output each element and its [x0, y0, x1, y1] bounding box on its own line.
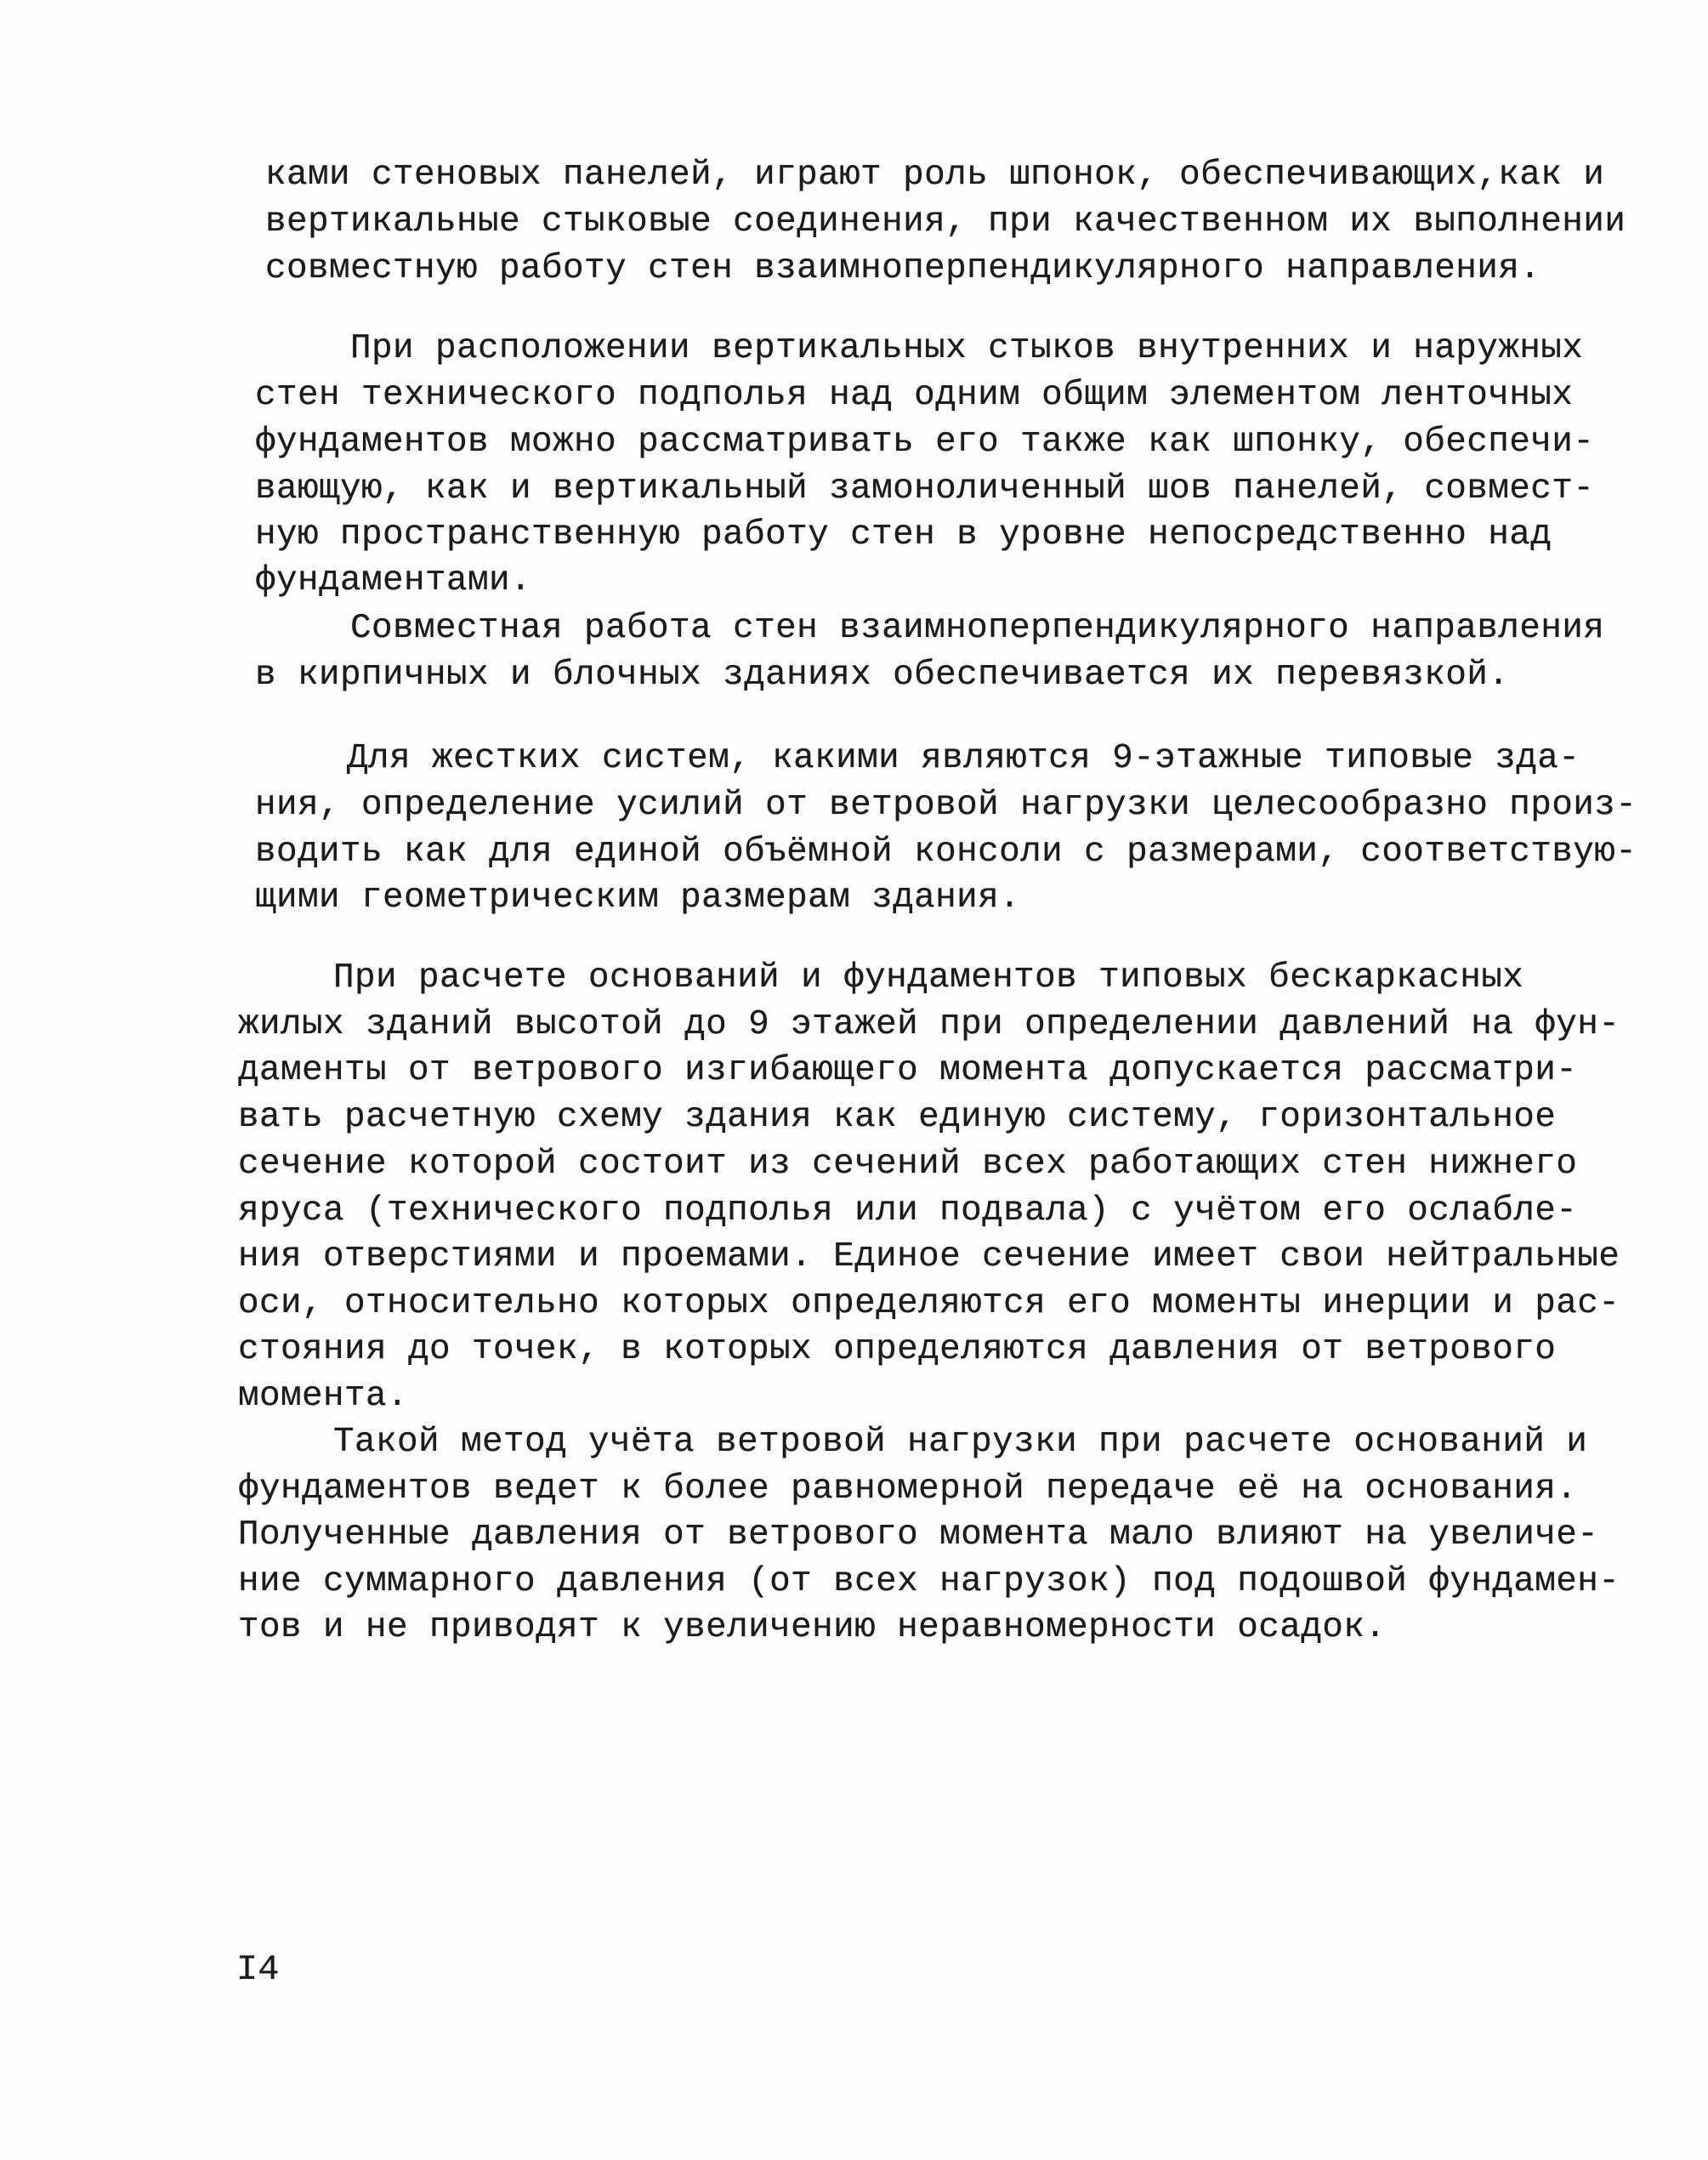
text-line: ную пространственную работу стен в уровне непосредственно над: [255, 515, 1552, 554]
text-line: ния, определение усилий от ветровой нагрузки целесообразно произ-: [255, 786, 1637, 825]
text-line: Совместная работа стен взаимноперпендикулярного направления: [350, 609, 1605, 648]
text-line: фундаментов ведет к более равномерной передаче её на основания.: [238, 1469, 1578, 1509]
text-line: оси, относительно которых определяются его моменты инерции и рас-: [238, 1284, 1620, 1323]
text-line: Для жестких систем, какими являются 9-этажные типовые зда-: [347, 739, 1580, 778]
text-line: щими геометрическим размерам здания.: [255, 878, 1021, 918]
text-line: При расположении вертикальных стыков внутренних и наружных: [350, 329, 1584, 368]
text-line: момента.: [238, 1377, 409, 1416]
text-line: стояния до точек, в которых определяются давления от ветрового: [238, 1330, 1557, 1369]
text-line: тов и не приводят к увеличению неравномерности осадок.: [238, 1608, 1387, 1647]
text-line: стен технического подполья над одним общим элементом ленточных: [255, 376, 1574, 415]
text-line: ками стеновых панелей, играют роль шпонок, обеспечивающих,как и: [265, 156, 1605, 195]
text-line: совместную работу стен взаимноперпендикулярного направления.: [265, 249, 1541, 288]
text-line: Полученные давления от ветрового момента мало влияют на увеличе-: [238, 1515, 1599, 1555]
text-line: вертикальные стыковые соединения, при качественном их выполнении: [265, 202, 1626, 242]
text-line: вать расчетную схему здания как единую систему, горизонтальное: [238, 1098, 1557, 1137]
text-line: даменты от ветрового изгибающего момента допускается рассматри-: [238, 1051, 1578, 1090]
text-line: водить как для единой объёмной консоли с размерами, соответствую-: [255, 833, 1637, 872]
text-line: яруса (технического подполья или подвала) с учётом его ослабле-: [238, 1191, 1578, 1231]
text-line: сечение которой состоит из сечений всех работающих стен нижнего: [238, 1145, 1578, 1184]
text-line: Такой метод учёта ветровой нагрузки при расчете оснований и: [333, 1423, 1588, 1462]
text-line: ние суммарного давления (от всех нагрузок) под подошвой фундамен-: [238, 1562, 1620, 1601]
text-line: При расчете оснований и фундаментов типовых бескаркасных: [333, 958, 1524, 998]
text-line: ния отверстиями и проемами. Единое сечение имеет свои нейтральные: [238, 1237, 1620, 1276]
text-line: вающую, как и вертикальный замоноличенный шов панелей, совмест-: [255, 469, 1595, 509]
text-line: в кирпичных и блочных зданиях обеспечивается их перевязкой.: [255, 656, 1510, 695]
text-line: фундаментами.: [255, 561, 532, 600]
text-line: фундаментов можно рассматривать его также как шпонку, обеспечи-: [255, 423, 1595, 462]
page-number: I4: [236, 1949, 280, 1990]
text-line: жилых зданий высотой до 9 этажей при определении давлений на фун-: [238, 1005, 1620, 1044]
